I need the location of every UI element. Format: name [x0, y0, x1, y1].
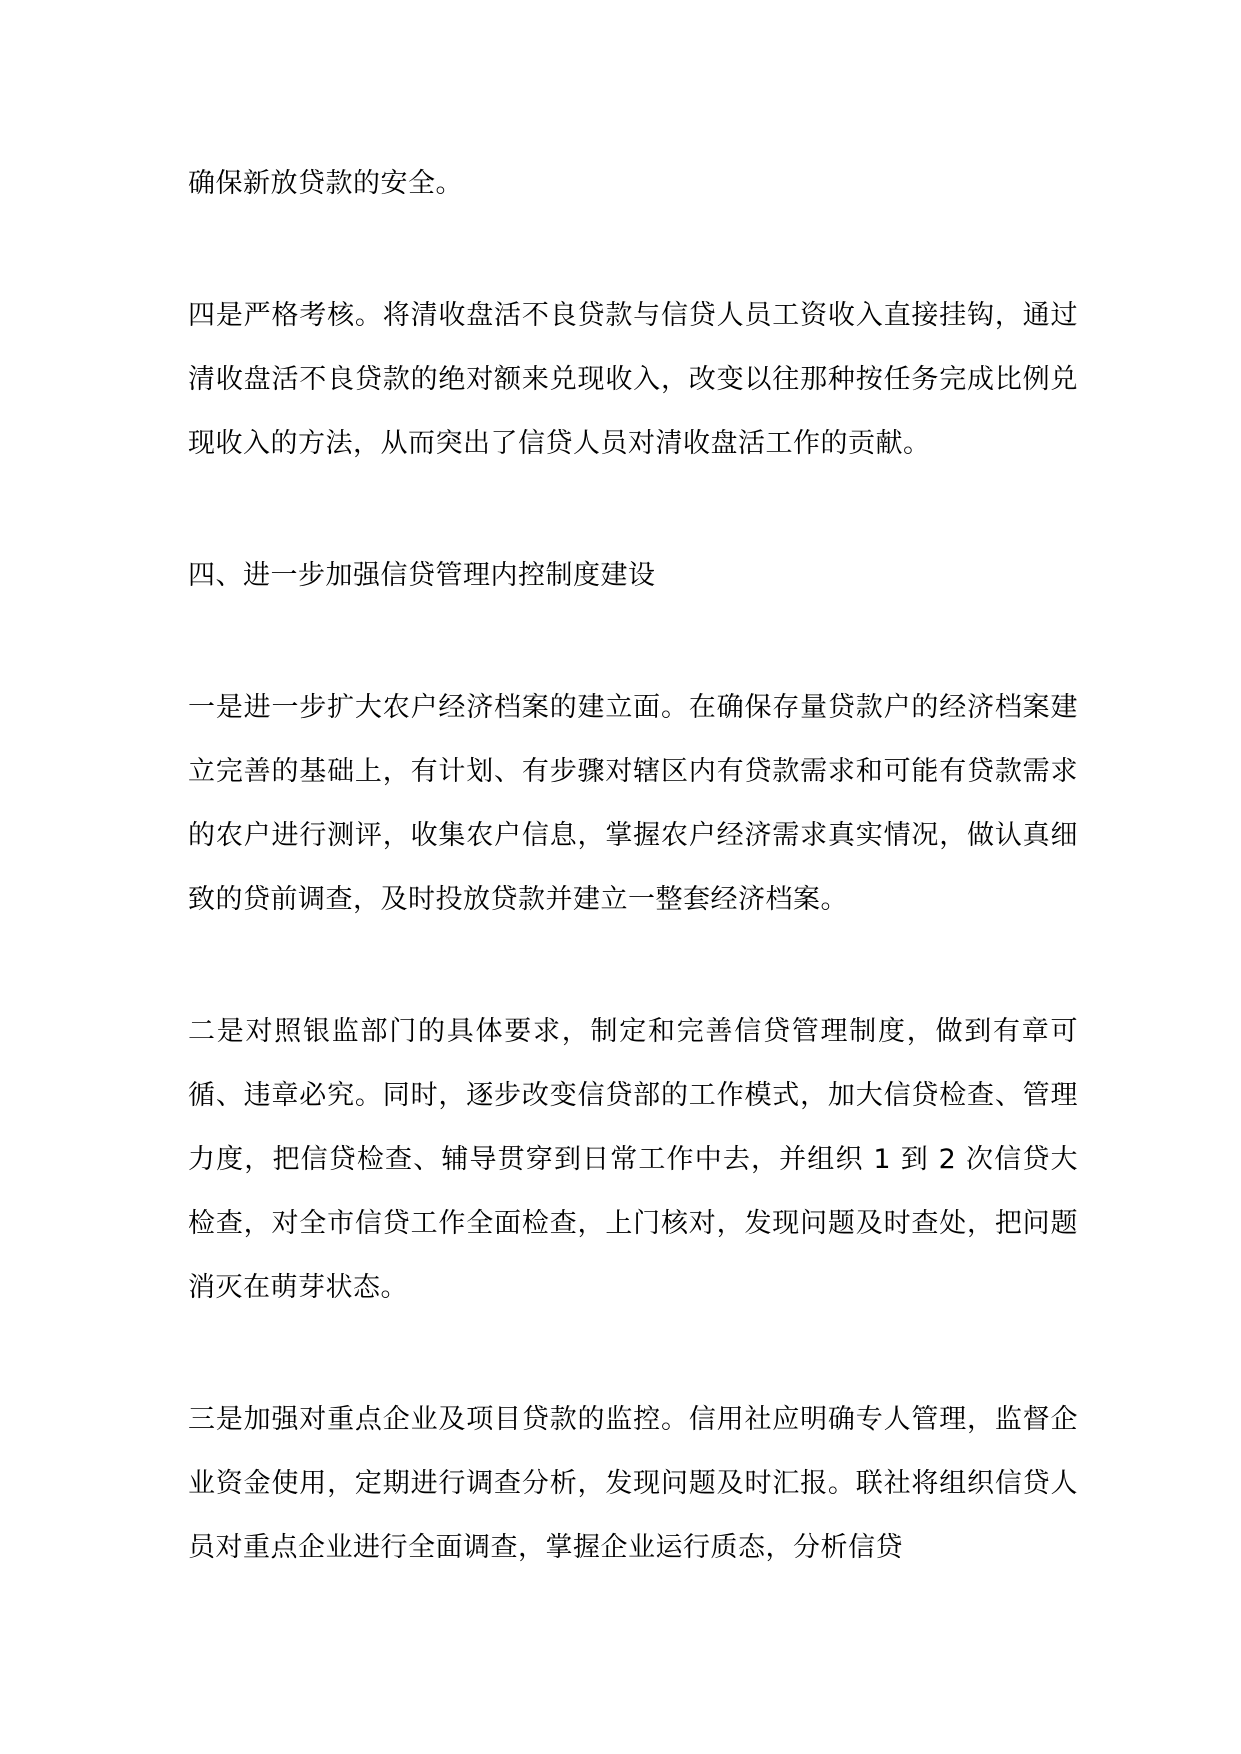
paragraph-continuation: 确保新放贷款的安全。	[188, 168, 463, 199]
section-heading: 四、进一步加强信贷管理内控制度建设	[188, 560, 656, 591]
document-body	[188, 152, 1078, 1648]
paragraph-management-system: 二是对照银监部门的具体要求，制定和完善信贷管理制度，做到有章可循、违章必究。同时，逐步改变信贷部的工作模式，加大信贷检查、管理力度，把信贷检查、辅导贯穿到日常工作中去，并组织 1 到 2 次信贷大检查，对全市信贷工作全面检查，上门核对，发现问题及时查处，把问题消灭在萌芽状态。	[188, 1016, 1078, 1303]
paragraph-key-enterprise-monitoring: 三是加强对重点企业及项目贷款的监控。信用社应明确专人管理，监督企业资金使用，定期进行调查分析，发现问题及时汇报。联社将组织信贷人员对重点企业进行全面调查，掌握企业运行质态，分析信贷	[188, 1404, 1078, 1563]
paragraph-strict-assessment: 四是严格考核。将清收盘活不良贷款与信贷人员工资收入直接挂钩，通过清收盘活不良贷款的绝对额来兑现收入，改变以往那种按任务完成比例兑现收入的方法，从而突出了信贷人员对清收盘活工作的贡献。	[188, 300, 1078, 459]
paragraph-farmer-archives: 一是进一步扩大农户经济档案的建立面。在确保存量贷款户的经济档案建立完善的基础上，有计划、有步骤对辖区内有贷款需求和可能有贷款需求的农户进行测评，收集农户信息，掌握农户经济需求真实情况，做认真细致的贷前调查，及时投放贷款并建立一整套经济档案。	[188, 692, 1078, 915]
